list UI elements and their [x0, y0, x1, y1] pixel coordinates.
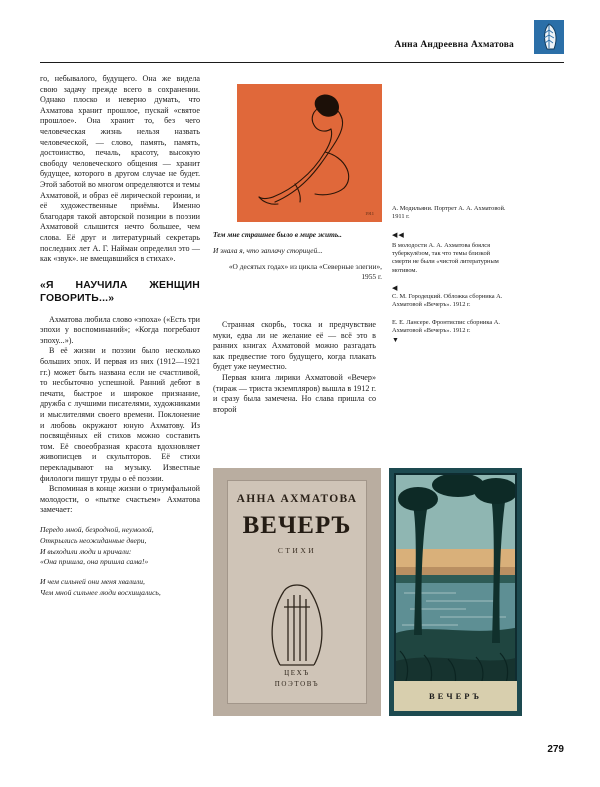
lyre-icon [228, 577, 366, 673]
page-header [40, 20, 564, 62]
margin-note [392, 319, 510, 346]
figure-vecher-cover [213, 468, 381, 716]
note-arrow-down-icon: ▼ [392, 336, 399, 345]
margin-notes [392, 205, 510, 355]
book-leaf-logo-icon [534, 20, 564, 54]
verse-line: Передо мной, безродной, неумолой, [40, 524, 154, 534]
margin-note-text: С. М. Городецкий. Обложка сборника А. Ахматовой «Вечеръ». 1912 г. [392, 293, 503, 309]
header-divider [40, 62, 564, 63]
verse-line: «Она пришла, она пришла сама!» [40, 557, 149, 567]
cover-inner-panel [227, 480, 367, 704]
caption-source: «О десятых годах» из цикла «Северные элегии», 1955 г. [228, 261, 382, 281]
imprint-line-2: ПОЭТОВЪ [274, 679, 320, 688]
margin-note [392, 231, 510, 275]
left-text-column [40, 74, 200, 599]
verse-line: Открылись неожиданные двери, [40, 535, 147, 545]
page-title: Анна Андреевна Ахматова [394, 40, 514, 50]
section-heading: «Я НАУЧИЛА ЖЕНЩИН ГОВОРИТЬ...» [40, 279, 200, 304]
cover-author: АННА АХМАТОВА [236, 493, 358, 505]
figure-modigliani-portrait [237, 84, 382, 222]
verse-line: И чем сильней они меня хвалили, [40, 577, 145, 587]
margin-note-text: А. Модильяни. Портрет А. А. Ахматовой. 1911 г. [392, 205, 506, 221]
paragraph: Странная скорбь, тоска и предчувствие муки, едва ли не желание её — всё это в ранних книгах Ахматовой можно разгадать как предвестие того будущего, когда плакать будет уже неуместно. [213, 320, 376, 372]
note-arrow-icon: ◀ [392, 284, 398, 293]
cover-title: ВЕЧЕРЪ [242, 512, 352, 539]
cover-imprint [228, 668, 366, 689]
margin-note-text: В молодости А. А. Ахматова боялся туберкулёзом, так что темы близкой смерти не были «чистой литературным мотивом. [392, 241, 499, 274]
margin-note [392, 205, 510, 222]
paragraph: Первая книга лирики Ахматовой «Вечер» (тираж — триста экземпляров) вышла в 1912 г. и сразу была замечена. Но слава пришла со второй [213, 372, 376, 414]
verse-line: Чем мной сильнее люди восхищались, [40, 587, 161, 597]
lansere-image [394, 473, 517, 711]
painting-signature: 1911 [365, 211, 374, 216]
verse-block-2 [40, 577, 200, 599]
caption-line-2: И знала я, что заплачу сторицей... [213, 245, 323, 255]
imprint-line-1: ЦЕХЪ [284, 669, 310, 677]
margin-note-text: Е. Е. Лансере. Фронтиспис сборника А. Ахматовой «Вечеръ». 1912 г. [392, 318, 501, 335]
figure-lansere-frontispiece [389, 468, 522, 716]
margin-note [392, 284, 510, 310]
frontispiece-label: ВЕЧЕРЪ [394, 681, 517, 711]
cover-subtitle: СТИХИ [277, 546, 317, 555]
note-arrow-icon: ◀◀ [392, 230, 405, 239]
caption-line-1: Тем мне страшнее было в мире жить.. [213, 230, 342, 239]
verse-block-1 [40, 525, 200, 568]
mid-text-column [213, 320, 376, 415]
paragraph: В её жизни и поэзии было несколько больших эпох. И первая из них (1912—1921 гг.) может быть названа если не счастливой, то несбыточно успешной. Ранний дебют в печати, быстрое и широкое признание, дружба с лучшими писателями, художниками и мыслителями своего времени. Поклонение и любовь окружают юную Ахматову. Из посвящённых ей стихов можно составить том. Её своеобразная красота вдохновляет живописцев и скульпторов. Её стихи перекладывают на музыку. Известные филологи пишут труды о её поэзии. [40, 346, 200, 483]
paragraph: Вспоминая в конце жизни о триумфальной молодости, о «пытке счастьем» Ахматова замечает: [40, 484, 200, 515]
paragraph: го, небывалого, будущего. Она же видела свою задачу прежде всего в сохранении. Однако плоско и неверно думать, что Ахматова хранит прошлое, пускай «святое прошлое». Она хранит то, без чего человеческая жизнь нельзя назвать человеческой, — слово, память, память, достоинство, печаль, красоту, высокую свободу человеческого общения — хранит будущее, которого в другом случае не будет. Этой заботой во многом определяются и темы Ахматовой, и образ её лирической героини, и её художественные приёмы. Именно благодаря такой авторской позиции в поэзии Ахматовой слышится нечто большее, чем слова. Её друг и литературный секретарь последних лет А. Г. Найман определил это — как «звук». не вмещавшийся в стихах». [40, 74, 200, 264]
figure-caption-modigliani [213, 230, 382, 281]
paragraph: Ахматова любила слово «эпоха» («Есть три эпохи у воспоминаний»; «Когда погребают эпоху...»). [40, 314, 200, 345]
verse-line: И выходили люди и кричали: [40, 546, 132, 556]
page-number: 279 [547, 744, 564, 755]
